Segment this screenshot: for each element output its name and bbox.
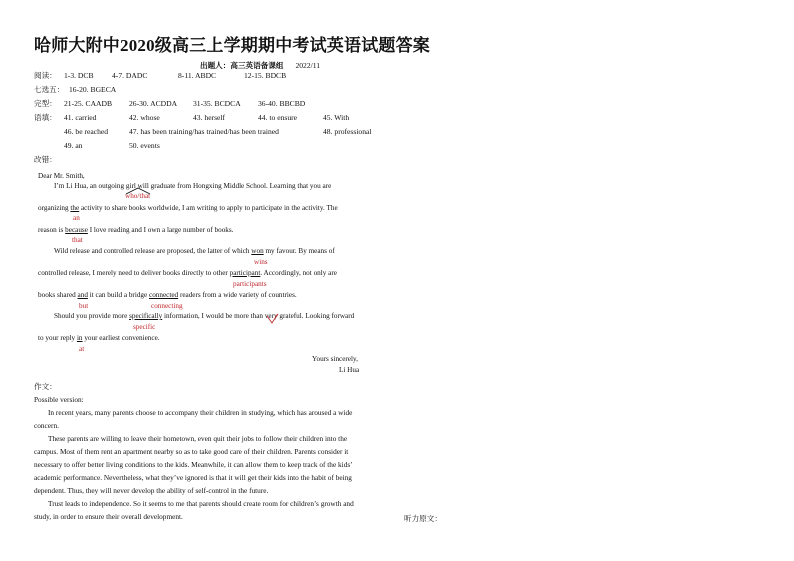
letter-line: to your reply in your earliest convenience. <box>38 334 160 342</box>
essay-line: Trust leads to independence. So it seems to me that parents should create room for children’s growth and <box>48 499 354 508</box>
correction-text: wins <box>254 258 268 266</box>
error-word: because <box>65 226 88 234</box>
grammar-answer: 45. With <box>323 113 350 122</box>
error-word: girl <box>125 182 136 190</box>
seven-answer: 16-20. BGECA <box>69 85 117 94</box>
reading-label: 阅读： <box>34 71 57 80</box>
deleted-word: very <box>264 312 278 320</box>
essay-line: concern. <box>34 421 59 430</box>
grammar-answer: 50. events <box>129 141 160 150</box>
grammar-label: 语填： <box>34 113 57 122</box>
possible-version: Possible version: <box>34 395 84 404</box>
reading-answer: 4-7. DADC <box>112 71 148 80</box>
essay-line: In recent years, many parents choose to accompany their children in studying, which has aroused a wide <box>48 408 353 417</box>
essay-line: dependent. Thus, they will never develop the ability of self-control in the future. <box>34 486 269 495</box>
error-word: specifically <box>129 312 163 320</box>
error-word: participant <box>229 269 261 277</box>
date: 2022/11 <box>295 61 321 70</box>
reading-answer: 8-11. ABDC <box>178 71 217 80</box>
essay-line: These parents are willing to leave their hometown, even quit their jobs to follow their children into the <box>48 434 348 443</box>
correction-text: that <box>72 236 83 244</box>
document-title: 哈师大附中2020级高三上学期期中考试英语试题答案 <box>34 36 430 55</box>
delete-mark <box>266 313 280 325</box>
error-word: in <box>76 334 83 342</box>
grammar-answer: 44. to ensure <box>258 113 298 122</box>
letter-closing: Yours sincerely, <box>312 355 358 363</box>
essay-line: study, in order to ensure their overall development. <box>34 512 183 521</box>
error-word: won <box>251 247 264 255</box>
correction-text: but <box>79 302 89 310</box>
correction-text: at <box>79 345 85 353</box>
letter-line: reason is because I love reading and I own a large number of books. <box>38 226 234 234</box>
cloze-answer: 21-25. CAADB <box>64 99 113 108</box>
setter-line <box>200 61 320 70</box>
cloze-answer: 26-30. ACDDA <box>129 99 178 108</box>
grammar-answer: 46. be reached <box>64 127 109 136</box>
letter-line: I’m Li Hua, an outgoing girl will graduate from Hongxing Middle School. Learning that you are <box>54 182 332 190</box>
letter-line: books shared and it can build a bridge connected readers from a wide variety of countries. <box>38 291 297 299</box>
grammar-answer: 48. professional <box>323 127 372 136</box>
reading-answer: 1-3. DCB <box>64 71 94 80</box>
essay-line: necessary to offer better living conditions to the kids. Meanwhile, it can allow them to keep track of the kids’ <box>34 460 353 469</box>
correction-text: participants <box>233 280 267 288</box>
correction-text: specific <box>133 323 156 331</box>
essay-line: campus. Most of them rent an apartment nearby so as to take good care of their children. Parents consider it <box>34 447 349 456</box>
grammar-answer: 47. has been training/has trained/has been trained <box>129 127 279 136</box>
correction-text: who/that <box>125 192 151 200</box>
letter-line: Should you provide more specifically information, I would be more than very grateful. Looking forward <box>54 312 355 320</box>
essay-line: academic performance. Nevertheless, what they’ve ignored is that it will get their kids into the habit of being <box>34 473 352 482</box>
correction-label: 改错： <box>34 155 57 164</box>
letter-line: controlled release, I merely need to deliver books directly to other participant. Accordingly, not only are <box>38 269 337 277</box>
letter-salutation: Dear Mr. Smith, <box>38 172 85 180</box>
writing-label: 作文： <box>34 382 57 391</box>
setter: 出题人：高三英语备课组 <box>200 61 284 70</box>
grammar-answer: 49. an <box>64 141 83 150</box>
error-word: connected <box>149 291 179 299</box>
error-word: and <box>77 291 88 299</box>
reading-answer: 12-15. BDCB <box>244 71 287 80</box>
grammar-answer: 42. whose <box>129 113 160 122</box>
letter-line: organizing the activity to share books worldwide, I am writing to apply to participate in the activity. The <box>38 204 338 212</box>
correction-text: an <box>73 214 80 222</box>
listening-label: 听力原文： <box>404 514 442 523</box>
letter-line: Wild release and controlled release are proposed, the latter of which won my favour. By means of <box>54 247 335 255</box>
correction-text: connecting <box>151 302 183 310</box>
grammar-answer: 43. herself <box>193 113 226 122</box>
cloze-label: 完型： <box>34 99 57 108</box>
grammar-answer: 41. carried <box>64 113 97 122</box>
seven-label: 七选五： <box>34 85 65 94</box>
letter-signature: Li Hua <box>339 366 360 374</box>
cloze-answer: 36-40. BBCBD <box>258 99 306 108</box>
cloze-answer: 31-35. BCDCA <box>193 99 241 108</box>
error-word: the <box>70 204 80 212</box>
